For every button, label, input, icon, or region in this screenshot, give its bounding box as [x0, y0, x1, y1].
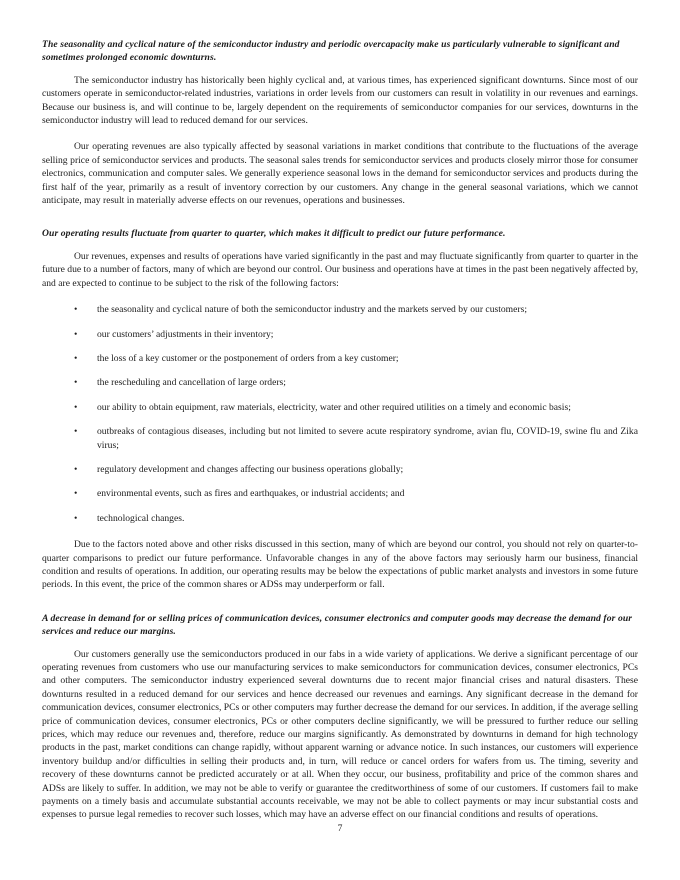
spacer	[42, 241, 638, 250]
bullet-icon: •	[74, 304, 78, 316]
paragraph-seasonality-cyclical: The semiconductor industry has historically been highly cyclical and, at various times, has experienced significant downturns. Since most of our customers operate in semiconductor-related industries, variations in order levels from our customers can result in volatility in our revenues and earnings. Because our business is, and will continue to be, largely dependent on the requirements of semiconductor companies for our services, downturns in the semiconductor industry will lead to reduced demand for our services.	[42, 74, 638, 127]
list-item-text: the seasonality and cyclical nature of both the semiconductor industry and the markets served by our customers;	[97, 304, 527, 316]
list-item-text: technological changes.	[97, 512, 185, 524]
spacer	[42, 207, 638, 227]
risk-factors-bullet-list	[42, 303, 638, 525]
list-item-text: regulatory development and changes affecting our business operations globally;	[97, 463, 404, 475]
risk-factor-heading-2: Our operating results fluctuate from quarter to quarter, which makes it difficult to predict our future performance.	[42, 228, 506, 240]
bullet-icon: •	[74, 463, 78, 475]
spacer	[42, 290, 638, 303]
spacer	[42, 639, 638, 648]
bullet-icon: •	[74, 488, 78, 500]
list-item	[42, 401, 638, 414]
risk-factor-heading-1: The seasonality and cyclical nature of the semiconductor industry and periodic overcapacity make us particularly vulnerable to significant and sometimes prolonged economic downturns.	[42, 39, 620, 64]
list-item-text: environmental events, such as fires and earthquakes, or industrial accidents; and	[97, 488, 405, 500]
page-content	[42, 38, 638, 822]
paragraph-quarterly-fluctuation-intro: Our revenues, expenses and results of operations have varied significantly in the past and may fluctuate significantly from quarter to quarter in the future due to a number of factors, many of which are beyond our control. Our business and operations have at times in the past been negatively affected by, and are expected to continue to be subject to the risk of the following factors:	[42, 250, 638, 289]
risk-factor-heading-3: A decrease in demand for or selling prices of communication devices, consumer electronics and computer goods may decrease the demand for our services and reduce our margins.	[42, 612, 633, 638]
bullet-icon: •	[74, 328, 78, 340]
bullet-icon: •	[74, 426, 78, 438]
list-item-text: our customers’ adjustments in their inventory;	[97, 328, 274, 340]
spacer	[42, 127, 638, 140]
list-item	[42, 463, 638, 476]
bullet-icon: •	[74, 352, 78, 364]
list-item	[42, 376, 638, 389]
list-item	[42, 512, 638, 525]
page-number: 7	[337, 823, 343, 834]
list-item	[42, 425, 638, 452]
list-item-text: our ability to obtain equipment, raw materials, electricity, water and other required utilities on a timely and economic basis;	[97, 401, 571, 413]
list-item-text: outbreaks of contagious diseases, including but not limited to severe acute respiratory syndrome, avian flu, COVID-19, swine flu and Zika virus;	[97, 426, 638, 451]
paragraph-quarterly-closing: Due to the factors noted above and other risks discussed in this section, many of which are beyond our control, you should not rely on quarter-to-quarter comparisons to predict our future performance. Unfavorable changes in any of the above factors may seriously harm our business, financial condition and results of operations. In addition, our operating results may be below the expectations of public market analysts and investors in some future periods. In this event, the price of the common shares or ADSs may underperform or fall.	[42, 539, 638, 591]
paragraph-seasonal-variations: Our operating revenues are also typically affected by seasonal variations in market conditions that contribute to the fluctuations of the average selling price of semiconductor services and products. The seasonal sales trends for semiconductor services and products closely mirror those for consumer electronics, communication and computer sales. We generally experience seasonal lows in the demand for semiconductor services and products during the first half of the year, primarily as a result of inventory correction by our customers. Any change in the general seasonal variations, which we cannot anticipate, may result in materially adverse effects on our revenues, operations and businesses.	[42, 141, 638, 207]
spacer	[42, 592, 638, 612]
bullet-icon: •	[74, 401, 78, 413]
bullet-icon: •	[74, 377, 78, 389]
list-item	[42, 328, 638, 341]
paragraph-demand-selling-prices: Our customers generally use the semiconductors produced in our fabs in a wide variety of applications. We derive a significant percentage of our operating revenues from customers who use our manufacturing services to make semiconductors for communication devices, consumer electronics, PCs and other computers. The semiconductor industry experienced several downturns due to recent major financial crises and natural disasters. These downturns resulted in a reduced demand for our services and hence decreased our revenues and earnings. Any significant decrease in the demand for communication devices, consumer electronics, PCs or other computers may further decrease the demand for our services. In addition, if the average selling price of communication devices, consumer electronics, PCs or other computers decline significantly, we will be pressured to further reduce our selling prices, which may reduce our revenues and, therefore, reduce our margins significantly. As demonstrated by downturns in demand for high technology products in the past, market conditions can change rapidly, without apparent warning or advance notice. In such instances, our customers will experience inventory buildup and/or difficulties in selling their products and, in turn, will reduce or cancel orders for wafers from us. The timing, severity and recovery of these downturns cannot be predicted accurately or at all. When they occur, our business, profitability and price of the common shares and ADSs are likely to suffer. In addition, we may not be able to verify or guarantee the creditworthiness of some of our customers. If customers fail to make payments on a timely basis and accumulate substantial accounts receivable, we may not be able to collect payments or may incur substantial costs and expenses to pursue legal remedies to recover such losses, which may have an adverse effect on our financial conditions and results of operations.	[42, 648, 638, 821]
bullet-icon: •	[74, 512, 78, 524]
list-item-text: the loss of a key customer or the postponement of orders from a key customer;	[97, 352, 399, 364]
list-item	[42, 352, 638, 365]
list-item	[42, 303, 638, 316]
spacer	[42, 65, 638, 74]
spacer	[42, 525, 638, 538]
list-item	[42, 487, 638, 500]
list-item-text: the rescheduling and cancellation of large orders;	[97, 377, 286, 389]
